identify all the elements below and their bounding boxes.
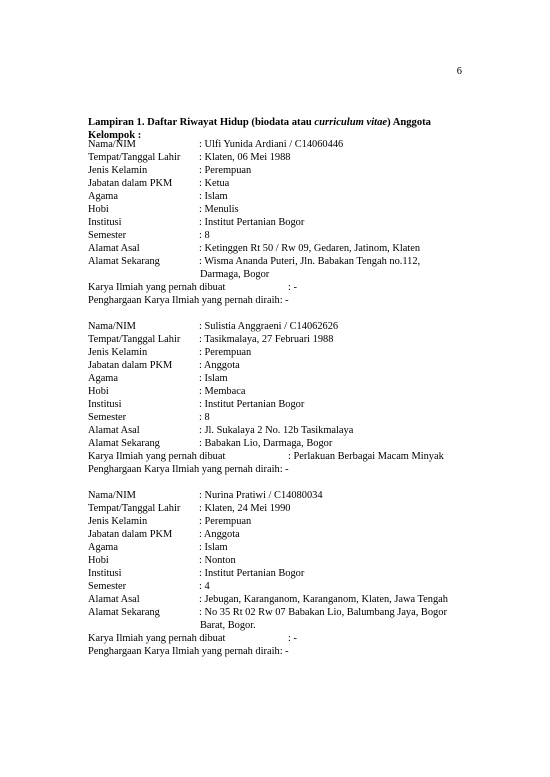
nama-row: Nama/NIM : Sulistia Anggraeni / C14062626 <box>88 321 339 332</box>
karya-ilmiah-row: Karya Ilmiah yang pernah dibuat : - <box>88 282 297 293</box>
institusi-row: Institusi : Institut Pertanian Bogor <box>88 217 305 228</box>
agama-row: Agama : Islam <box>88 542 228 553</box>
jabatan-row: Jabatan dalam PKM : Ketua <box>88 178 230 189</box>
alamat-asal-row: Alamat Asal : Jl. Sukalaya 2 No. 12b Tasikmalaya <box>88 425 354 436</box>
page-number: 6 <box>456 66 462 77</box>
karya-ilmiah-row: Karya Ilmiah yang pernah dibuat : - <box>88 633 297 644</box>
alamat-sekarang-row: Alamat Sekarang : Babakan Lio, Darmaga, Bogor <box>88 438 333 449</box>
jenis-kelamin-row: Jenis Kelamin : Perempuan <box>88 347 252 358</box>
alamat-sekarang-row: Alamat Sekarang : Wisma Ananda Puteri, Jln. Babakan Tengah no.112, <box>88 256 421 267</box>
nama-row: Nama/NIM : Ulfi Yunida Ardiani / C14060446 <box>88 139 344 150</box>
hobi-row: Hobi : Membaca <box>88 386 246 397</box>
institusi-row: Institusi : Institut Pertanian Bogor <box>88 568 305 579</box>
alamat-asal-row: Alamat Asal : Jebugan, Karanganom, Karanganom, Klaten, Jawa Tengah <box>88 594 448 605</box>
semester-row: Semester : 4 <box>88 581 210 592</box>
ttl-row: Tempat/Tanggal Lahir : Klaten, 06 Mei 1988 <box>88 152 291 163</box>
jenis-kelamin-row: Jenis Kelamin : Perempuan <box>88 516 252 527</box>
alamat-sekarang-cont: Darmaga, Bogor <box>200 269 270 280</box>
nama-row: Nama/NIM : Nurina Pratiwi / C14080034 <box>88 490 323 501</box>
penghargaan-row: Penghargaan Karya Ilmiah yang pernah diraih: - <box>88 646 289 657</box>
jabatan-row: Jabatan dalam PKM : Anggota <box>88 360 240 371</box>
institusi-row: Institusi : Institut Pertanian Bogor <box>88 399 305 410</box>
alamat-sekarang-cont: Barat, Bogor. <box>200 620 256 631</box>
jenis-kelamin-row: Jenis Kelamin : Perempuan <box>88 165 252 176</box>
semester-row: Semester : 8 <box>88 412 210 423</box>
penghargaan-row: Penghargaan Karya Ilmiah yang pernah diraih: - <box>88 464 289 475</box>
semester-row: Semester : 8 <box>88 230 210 241</box>
ttl-row: Tempat/Tanggal Lahir : Klaten, 24 Mei 1990 <box>88 503 291 514</box>
penghargaan-row: Penghargaan Karya Ilmiah yang pernah diraih: - <box>88 295 289 306</box>
alamat-asal-row: Alamat Asal : Ketinggen Rt 50 / Rw 09, Gedaren, Jatinom, Klaten <box>88 243 421 254</box>
hobi-row: Hobi : Menulis <box>88 204 239 215</box>
alamat-sekarang-row: Alamat Sekarang : No 35 Rt 02 Rw 07 Babakan Lio, Balumbang Jaya, Bogor <box>88 607 447 618</box>
agama-row: Agama : Islam <box>88 191 228 202</box>
agama-row: Agama : Islam <box>88 373 228 384</box>
jabatan-row: Jabatan dalam PKM : Anggota <box>88 529 240 540</box>
karya-ilmiah-row: Karya Ilmiah yang pernah dibuat : Perlakuan Berbagai Macam Minyak <box>88 451 444 462</box>
section-heading: Lampiran 1. Daftar Riwayat Hidup (biodata atau curriculum vitae) Anggota Kelompok : <box>88 117 431 142</box>
ttl-row: Tempat/Tanggal Lahir : Tasikmalaya, 27 Februari 1988 <box>88 334 334 345</box>
hobi-row: Hobi : Nonton <box>88 555 236 566</box>
